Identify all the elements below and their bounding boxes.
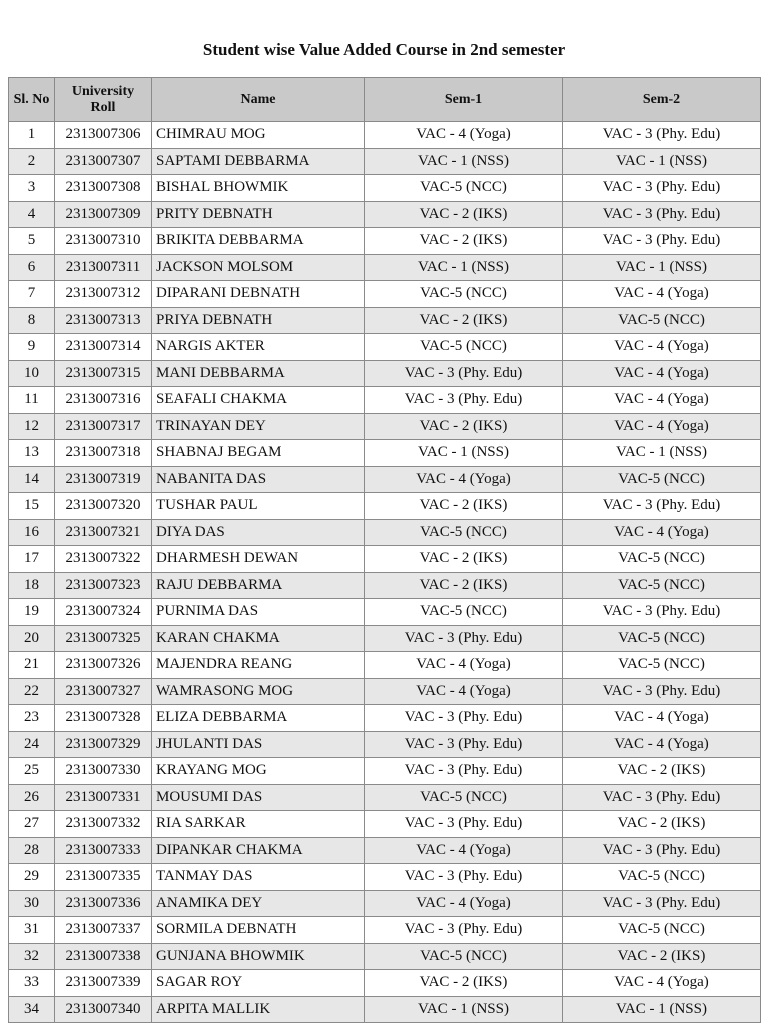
cell-name: MAJENDRA REANG xyxy=(152,652,365,679)
cell-sl-no: 13 xyxy=(9,440,55,467)
cell-university-roll: 2313007339 xyxy=(55,970,152,997)
table-row xyxy=(9,307,761,334)
cell-sem-1: VAC - 2 (IKS) xyxy=(365,228,563,255)
table-row xyxy=(9,175,761,202)
table-row xyxy=(9,546,761,573)
cell-sem-2: VAC-5 (NCC) xyxy=(563,652,761,679)
cell-university-roll: 2313007307 xyxy=(55,148,152,175)
table-body xyxy=(9,122,761,1023)
cell-sem-1: VAC - 3 (Phy. Edu) xyxy=(365,811,563,838)
cell-university-roll: 2313007313 xyxy=(55,307,152,334)
cell-sem-2: VAC - 3 (Phy. Edu) xyxy=(563,599,761,626)
cell-name: ARPITA MALLIK xyxy=(152,996,365,1023)
cell-name: TRINAYAN DEY xyxy=(152,413,365,440)
table-row xyxy=(9,864,761,891)
cell-sem-1: VAC - 1 (NSS) xyxy=(365,996,563,1023)
cell-sem-1: VAC-5 (NCC) xyxy=(365,281,563,308)
cell-sl-no: 8 xyxy=(9,307,55,334)
cell-name: DIYA DAS xyxy=(152,519,365,546)
cell-sem-2: VAC - 3 (Phy. Edu) xyxy=(563,678,761,705)
cell-university-roll: 2313007337 xyxy=(55,917,152,944)
cell-sem-2: VAC - 1 (NSS) xyxy=(563,440,761,467)
cell-university-roll: 2313007309 xyxy=(55,201,152,228)
cell-sl-no: 2 xyxy=(9,148,55,175)
cell-name: TANMAY DAS xyxy=(152,864,365,891)
cell-sem-1: VAC-5 (NCC) xyxy=(365,943,563,970)
cell-sem-1: VAC - 2 (IKS) xyxy=(365,307,563,334)
table-row xyxy=(9,625,761,652)
table-row xyxy=(9,493,761,520)
cell-university-roll: 2313007315 xyxy=(55,360,152,387)
cell-university-roll: 2313007333 xyxy=(55,837,152,864)
cell-sem-1: VAC - 4 (Yoga) xyxy=(365,652,563,679)
table-row xyxy=(9,572,761,599)
cell-sl-no: 23 xyxy=(9,705,55,732)
cell-sl-no: 7 xyxy=(9,281,55,308)
cell-name: JHULANTI DAS xyxy=(152,731,365,758)
cell-university-roll: 2313007332 xyxy=(55,811,152,838)
cell-name: SAGAR ROY xyxy=(152,970,365,997)
table-row xyxy=(9,758,761,785)
cell-university-roll: 2313007319 xyxy=(55,466,152,493)
table-row xyxy=(9,837,761,864)
cell-name: SHABNAJ BEGAM xyxy=(152,440,365,467)
cell-sl-no: 15 xyxy=(9,493,55,520)
cell-name: SAPTAMI DEBBARMA xyxy=(152,148,365,175)
cell-name: SORMILA DEBNATH xyxy=(152,917,365,944)
table-row xyxy=(9,148,761,175)
cell-sl-no: 3 xyxy=(9,175,55,202)
cell-name: NARGIS AKTER xyxy=(152,334,365,361)
cell-sem-2: VAC - 4 (Yoga) xyxy=(563,334,761,361)
cell-university-roll: 2313007311 xyxy=(55,254,152,281)
cell-university-roll: 2313007310 xyxy=(55,228,152,255)
cell-university-roll: 2313007324 xyxy=(55,599,152,626)
cell-sem-1: VAC - 2 (IKS) xyxy=(365,493,563,520)
cell-sem-1: VAC-5 (NCC) xyxy=(365,519,563,546)
cell-sl-no: 28 xyxy=(9,837,55,864)
table-row xyxy=(9,254,761,281)
header-sem-1: Sem-1 xyxy=(365,78,563,122)
cell-university-roll: 2313007322 xyxy=(55,546,152,573)
cell-sem-2: VAC - 4 (Yoga) xyxy=(563,413,761,440)
table-row xyxy=(9,678,761,705)
cell-sl-no: 18 xyxy=(9,572,55,599)
cell-sem-2: VAC - 1 (NSS) xyxy=(563,254,761,281)
cell-sem-1: VAC - 1 (NSS) xyxy=(365,254,563,281)
cell-name: BRIKITA DEBBARMA xyxy=(152,228,365,255)
cell-university-roll: 2313007336 xyxy=(55,890,152,917)
cell-sem-1: VAC - 4 (Yoga) xyxy=(365,466,563,493)
table-row xyxy=(9,387,761,414)
cell-sem-2: VAC - 3 (Phy. Edu) xyxy=(563,890,761,917)
table-row xyxy=(9,228,761,255)
cell-name: SEAFALI CHAKMA xyxy=(152,387,365,414)
cell-university-roll: 2313007308 xyxy=(55,175,152,202)
table-row xyxy=(9,122,761,149)
cell-sl-no: 33 xyxy=(9,970,55,997)
table-row xyxy=(9,917,761,944)
cell-name: TUSHAR PAUL xyxy=(152,493,365,520)
cell-sem-2: VAC - 4 (Yoga) xyxy=(563,281,761,308)
cell-sem-2: VAC - 3 (Phy. Edu) xyxy=(563,837,761,864)
cell-university-roll: 2313007340 xyxy=(55,996,152,1023)
table-row xyxy=(9,413,761,440)
cell-sl-no: 32 xyxy=(9,943,55,970)
cell-name: PRITY DEBNATH xyxy=(152,201,365,228)
cell-university-roll: 2313007329 xyxy=(55,731,152,758)
cell-sem-2: VAC - 3 (Phy. Edu) xyxy=(563,175,761,202)
cell-name: PURNIMA DAS xyxy=(152,599,365,626)
cell-sem-2: VAC - 2 (IKS) xyxy=(563,811,761,838)
cell-name: GUNJANA BHOWMIK xyxy=(152,943,365,970)
cell-name: NABANITA DAS xyxy=(152,466,365,493)
cell-sem-2: VAC - 3 (Phy. Edu) xyxy=(563,122,761,149)
table-row xyxy=(9,440,761,467)
table-row xyxy=(9,652,761,679)
cell-university-roll: 2313007326 xyxy=(55,652,152,679)
cell-university-roll: 2313007338 xyxy=(55,943,152,970)
cell-university-roll: 2313007335 xyxy=(55,864,152,891)
cell-sl-no: 1 xyxy=(9,122,55,149)
cell-sem-1: VAC - 3 (Phy. Edu) xyxy=(365,864,563,891)
cell-sem-2: VAC - 3 (Phy. Edu) xyxy=(563,201,761,228)
cell-name: CHIMRAU MOG xyxy=(152,122,365,149)
cell-sem-2: VAC - 3 (Phy. Edu) xyxy=(563,784,761,811)
header-university-roll: University Roll xyxy=(55,78,152,122)
cell-name: MOUSUMI DAS xyxy=(152,784,365,811)
cell-sem-1: VAC - 2 (IKS) xyxy=(365,970,563,997)
table-row xyxy=(9,201,761,228)
table-row xyxy=(9,334,761,361)
cell-university-roll: 2313007316 xyxy=(55,387,152,414)
cell-university-roll: 2313007328 xyxy=(55,705,152,732)
cell-sl-no: 10 xyxy=(9,360,55,387)
cell-sem-1: VAC - 3 (Phy. Edu) xyxy=(365,705,563,732)
cell-university-roll: 2313007331 xyxy=(55,784,152,811)
cell-name: MANI DEBBARMA xyxy=(152,360,365,387)
cell-sem-2: VAC-5 (NCC) xyxy=(563,917,761,944)
cell-university-roll: 2313007320 xyxy=(55,493,152,520)
cell-sl-no: 4 xyxy=(9,201,55,228)
table-row xyxy=(9,784,761,811)
cell-sl-no: 25 xyxy=(9,758,55,785)
cell-sem-1: VAC-5 (NCC) xyxy=(365,175,563,202)
cell-university-roll: 2313007318 xyxy=(55,440,152,467)
cell-sl-no: 27 xyxy=(9,811,55,838)
cell-sl-no: 24 xyxy=(9,731,55,758)
cell-sem-2: VAC-5 (NCC) xyxy=(563,546,761,573)
cell-sl-no: 26 xyxy=(9,784,55,811)
cell-sl-no: 5 xyxy=(9,228,55,255)
cell-sl-no: 22 xyxy=(9,678,55,705)
page-title: Student wise Value Added Course in 2nd semester xyxy=(202,40,566,59)
cell-sem-1: VAC - 2 (IKS) xyxy=(365,201,563,228)
cell-name: PRIYA DEBNATH xyxy=(152,307,365,334)
cell-sl-no: 16 xyxy=(9,519,55,546)
cell-sl-no: 21 xyxy=(9,652,55,679)
cell-name: DHARMESH DEWAN xyxy=(152,546,365,573)
cell-sem-1: VAC - 2 (IKS) xyxy=(365,413,563,440)
cell-sl-no: 34 xyxy=(9,996,55,1023)
table-row xyxy=(9,466,761,493)
cell-university-roll: 2313007306 xyxy=(55,122,152,149)
table-row xyxy=(9,705,761,732)
cell-sem-1: VAC-5 (NCC) xyxy=(365,599,563,626)
cell-sem-1: VAC - 3 (Phy. Edu) xyxy=(365,625,563,652)
cell-sem-1: VAC - 1 (NSS) xyxy=(365,440,563,467)
cell-university-roll: 2313007312 xyxy=(55,281,152,308)
cell-name: BISHAL BHOWMIK xyxy=(152,175,365,202)
cell-sem-1: VAC - 2 (IKS) xyxy=(365,546,563,573)
table-row xyxy=(9,996,761,1023)
cell-name: WAMRASONG MOG xyxy=(152,678,365,705)
cell-sem-1: VAC - 4 (Yoga) xyxy=(365,890,563,917)
cell-sl-no: 30 xyxy=(9,890,55,917)
cell-sem-2: VAC-5 (NCC) xyxy=(563,625,761,652)
cell-sem-1: VAC-5 (NCC) xyxy=(365,784,563,811)
cell-sem-2: VAC - 4 (Yoga) xyxy=(563,731,761,758)
cell-sem-1: VAC - 3 (Phy. Edu) xyxy=(365,360,563,387)
cell-sem-1: VAC - 4 (Yoga) xyxy=(365,837,563,864)
cell-sem-1: VAC - 3 (Phy. Edu) xyxy=(365,387,563,414)
cell-sem-2: VAC - 4 (Yoga) xyxy=(563,387,761,414)
cell-sem-2: VAC - 4 (Yoga) xyxy=(563,360,761,387)
cell-sem-2: VAC-5 (NCC) xyxy=(563,466,761,493)
table-row xyxy=(9,519,761,546)
cell-sl-no: 12 xyxy=(9,413,55,440)
cell-sem-2: VAC - 4 (Yoga) xyxy=(563,970,761,997)
cell-sem-1: VAC - 3 (Phy. Edu) xyxy=(365,731,563,758)
cell-sl-no: 11 xyxy=(9,387,55,414)
cell-sem-1: VAC - 4 (Yoga) xyxy=(365,122,563,149)
cell-university-roll: 2313007330 xyxy=(55,758,152,785)
cell-sem-2: VAC - 3 (Phy. Edu) xyxy=(563,228,761,255)
header-sl-no: Sl. No xyxy=(9,78,55,122)
cell-name: RIA SARKAR xyxy=(152,811,365,838)
cell-sl-no: 6 xyxy=(9,254,55,281)
table-row xyxy=(9,599,761,626)
cell-sl-no: 20 xyxy=(9,625,55,652)
header-name: Name xyxy=(152,78,365,122)
cell-sem-2: VAC - 2 (IKS) xyxy=(563,943,761,970)
cell-university-roll: 2313007314 xyxy=(55,334,152,361)
cell-sem-1: VAC - 4 (Yoga) xyxy=(365,678,563,705)
cell-name: DIPANKAR CHAKMA xyxy=(152,837,365,864)
cell-sem-1: VAC - 3 (Phy. Edu) xyxy=(365,917,563,944)
cell-name: JACKSON MOLSOM xyxy=(152,254,365,281)
table-header-row xyxy=(9,78,761,122)
cell-name: DIPARANI DEBNATH xyxy=(152,281,365,308)
cell-sl-no: 31 xyxy=(9,917,55,944)
cell-sem-2: VAC - 1 (NSS) xyxy=(563,148,761,175)
cell-university-roll: 2313007327 xyxy=(55,678,152,705)
cell-name: ANAMIKA DEY xyxy=(152,890,365,917)
cell-sem-2: VAC - 4 (Yoga) xyxy=(563,519,761,546)
table-row xyxy=(9,890,761,917)
table-row xyxy=(9,943,761,970)
cell-name: RAJU DEBBARMA xyxy=(152,572,365,599)
cell-sl-no: 17 xyxy=(9,546,55,573)
cell-university-roll: 2313007323 xyxy=(55,572,152,599)
cell-sl-no: 29 xyxy=(9,864,55,891)
table-row xyxy=(9,811,761,838)
table-row xyxy=(9,731,761,758)
student-vac-table xyxy=(8,77,761,1023)
table-row xyxy=(9,281,761,308)
cell-sem-2: VAC-5 (NCC) xyxy=(563,572,761,599)
cell-sl-no: 9 xyxy=(9,334,55,361)
cell-sem-2: VAC - 3 (Phy. Edu) xyxy=(563,493,761,520)
cell-name: KRAYANG MOG xyxy=(152,758,365,785)
cell-sl-no: 14 xyxy=(9,466,55,493)
cell-sem-1: VAC - 3 (Phy. Edu) xyxy=(365,758,563,785)
cell-university-roll: 2313007317 xyxy=(55,413,152,440)
cell-sem-2: VAC - 4 (Yoga) xyxy=(563,705,761,732)
cell-sem-2: VAC-5 (NCC) xyxy=(563,864,761,891)
cell-university-roll: 2313007325 xyxy=(55,625,152,652)
cell-name: ELIZA DEBBARMA xyxy=(152,705,365,732)
header-sem-2: Sem-2 xyxy=(563,78,761,122)
cell-sem-2: VAC-5 (NCC) xyxy=(563,307,761,334)
cell-sem-2: VAC - 1 (NSS) xyxy=(563,996,761,1023)
cell-sem-1: VAC - 2 (IKS) xyxy=(365,572,563,599)
table-row xyxy=(9,970,761,997)
table-row xyxy=(9,360,761,387)
cell-university-roll: 2313007321 xyxy=(55,519,152,546)
cell-sem-1: VAC-5 (NCC) xyxy=(365,334,563,361)
cell-name: KARAN CHAKMA xyxy=(152,625,365,652)
cell-sl-no: 19 xyxy=(9,599,55,626)
cell-sem-1: VAC - 1 (NSS) xyxy=(365,148,563,175)
cell-sem-2: VAC - 2 (IKS) xyxy=(563,758,761,785)
